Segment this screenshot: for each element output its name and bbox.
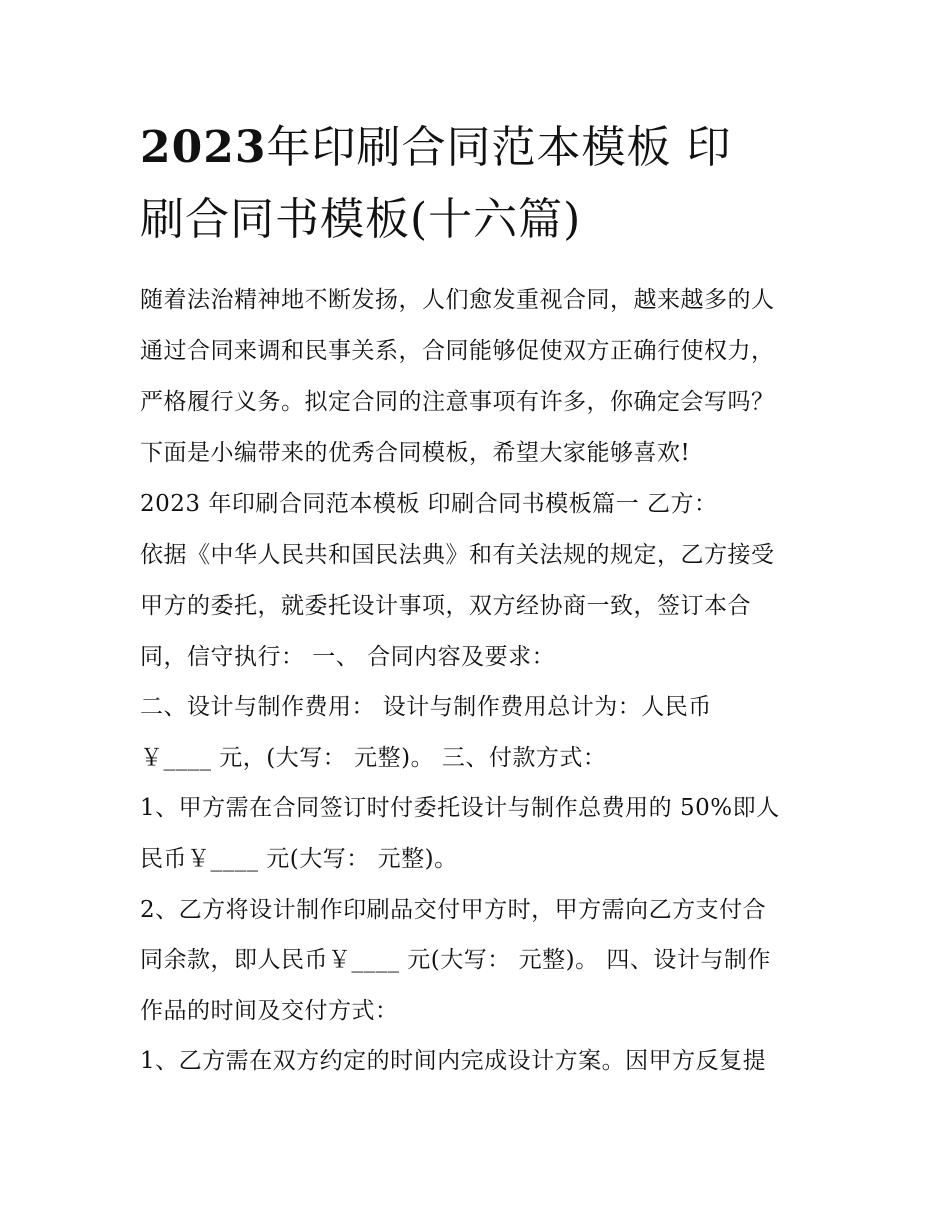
body-line: 2、乙方将设计制作印刷品交付甲方时，甲方需向乙方支付合 [140, 897, 767, 923]
body-line: 二、设计与制作费用： 设计与制作费用总计为：人民币 [140, 694, 712, 720]
body-line: 甲方的委托，就委托设计事项，双方经协商一致，签订本合 [140, 593, 751, 619]
title-line1-rest: 年印刷合同范本模板 印 [266, 122, 732, 173]
title-year: 2023 [140, 122, 267, 173]
title-line2: 刷合同书模板(十六篇) [140, 194, 582, 245]
body-line: 同余款，即人民币￥____ 元(大写： 元整)。 四、设计与制作 [140, 947, 771, 973]
body-line: 民币￥____ 元(大写： 元整)。 [140, 846, 458, 872]
body-line: 通过合同来调和民事关系，合同能够促使双方正确行使权力， [140, 338, 775, 364]
document-title [140, 112, 820, 256]
body-line: 同，信守执行： 一、 合同内容及要求： [140, 644, 556, 670]
body-line: 1、乙方需在双方约定的时间内完成设计方案。因甲方反复提 [140, 1048, 767, 1074]
body-line: ￥____ 元，(大写： 元整)。 三、付款方式： [140, 745, 607, 771]
body-line: 下面是小编带来的优秀合同模板，希望大家能够喜欢! [140, 440, 691, 466]
section-heading-line: 2023 年印刷合同范本模板 印刷合同书模板篇一 乙方： [140, 491, 718, 517]
body-line: 随着法治精神地不断发扬，人们愈发重视合同，越来越多的人 [140, 287, 775, 313]
body-line: 1、甲方需在合同签订时付委托设计与制作总费用的 50%即人 [140, 795, 780, 821]
body-line: 严格履行义务。拟定合同的注意事项有许多，你确定会写吗？ [140, 389, 775, 415]
body-line: 依据《中华人民共和国民法典》和有关法规的规定，乙方接受 [140, 542, 775, 568]
body-line: 作品的时间及交付方式： [140, 998, 399, 1024]
